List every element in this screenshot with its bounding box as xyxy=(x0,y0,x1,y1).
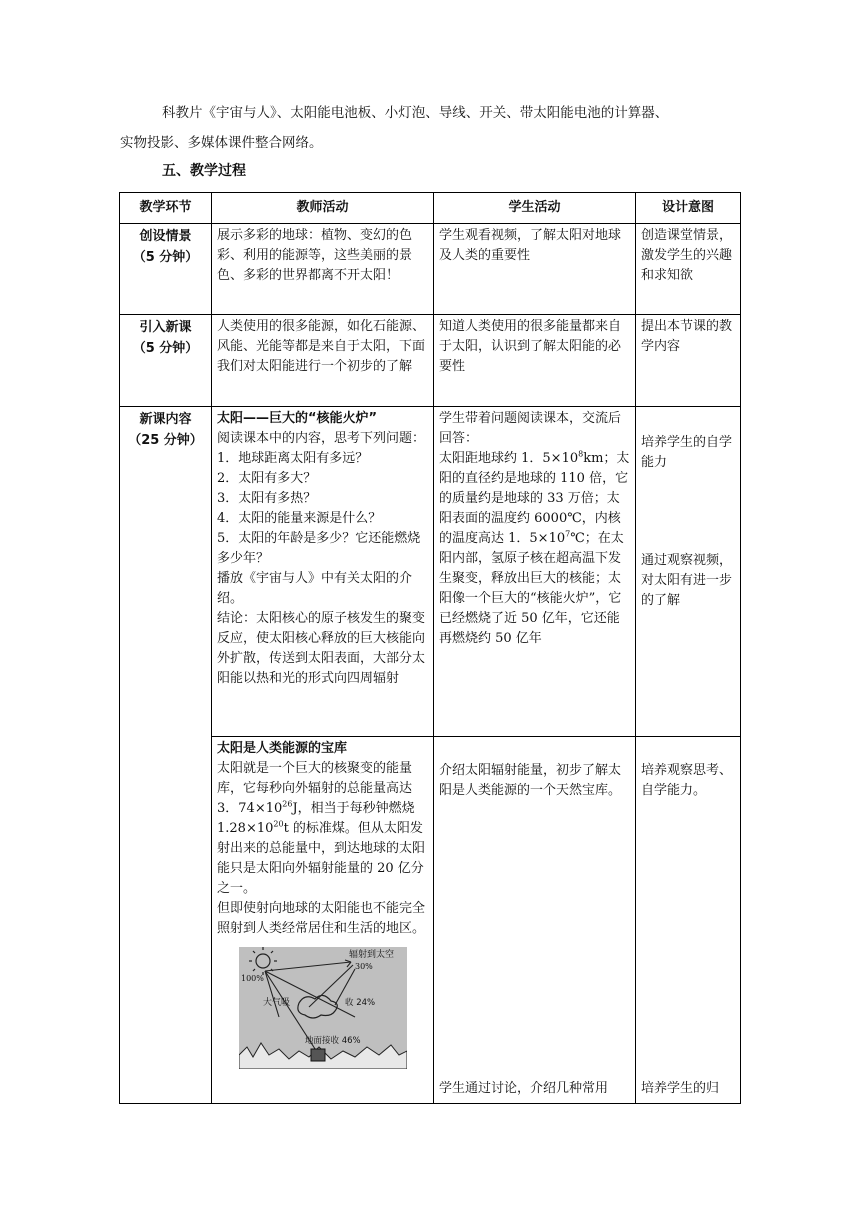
phase-cell xyxy=(120,407,212,1104)
phase-name: 创设情景 xyxy=(139,229,192,244)
section-heading: 五、教学过程 xyxy=(162,163,246,179)
table-row xyxy=(120,315,741,407)
intro-line-2: 实物投影、多媒体课件整合网络。 xyxy=(120,135,323,151)
label-24: 收 24% xyxy=(345,998,376,1008)
label-to-space: 辐射到太空 xyxy=(349,950,395,960)
intent-b: 通过观察视频，对太阳有进一步的了解 xyxy=(641,553,733,608)
header-student: 学生活动 xyxy=(434,193,636,224)
intro-paragraph xyxy=(120,100,740,126)
label-atmosphere: 大气吸 xyxy=(263,998,291,1008)
house-icon xyxy=(311,1049,325,1061)
teaching-process-table xyxy=(119,192,741,1104)
conclusion: 结论：太阳核心的原子核发生的聚变反应，使太阳核心释放的巨大核能向外扩散，传送到太阳表面，大部分太阳能以热和光的形式向四周辐射 xyxy=(217,611,426,686)
exponent: 26 xyxy=(282,799,293,809)
teacher-activity: 展示多彩的地球：植物、变幻的色彩、利用的能源等，这些美丽的景色、多彩的世界都离不开太阳！ xyxy=(212,224,434,315)
header-phase: 教学环节 xyxy=(120,193,212,224)
distribution-paragraph: 但即使射向地球的太阳能也不能完全照射到人类经常居住和生活的地区。 xyxy=(217,901,426,936)
energy-text: t 的标准煤。但从太阳发射出来的总能量中，到达地球的太阳能只是太阳向外辐射能量的 20 亿分之一。 xyxy=(217,821,426,896)
solar-radiation-diagram xyxy=(239,947,407,1069)
label-30: 30% xyxy=(355,962,373,971)
table-row xyxy=(120,407,741,737)
question-4: 4．太阳的能量来源是什么？ xyxy=(217,511,382,526)
student-lead: 学生带着问题阅读课本，交流后回答： xyxy=(439,411,622,446)
table-row xyxy=(120,737,741,1104)
topic-title: 太阳——巨大的“核能火炉” xyxy=(217,411,378,426)
answer-size: 太阳的直径约是地球的 110 倍，它的质量约是地球的 33 万倍；太阳表面的温度约 6000℃，内核的温度高达 1．5×10 xyxy=(439,451,630,546)
student-activity xyxy=(434,407,636,737)
teacher-activity: 人类使用的很多能源，如化石能源、风能、光能等都是来自于太阳，下面我们对太阳能进行一个初步的了解 xyxy=(212,315,434,407)
intent-a: 培养观察思考、自学能力。 xyxy=(641,763,733,798)
answer-distance: 太阳距地球约 1．5×10 xyxy=(439,451,579,466)
phase-name: 引入新课 xyxy=(139,320,192,335)
question-2: 2．太阳有多大？ xyxy=(217,471,317,486)
energy-text: J，相当于每秒钟燃烧 1.28×10 xyxy=(217,801,415,836)
label-ground: 地面接收 46% xyxy=(305,1036,361,1046)
teacher-line: 阅读课本中的内容，思考下列问题： xyxy=(217,431,426,446)
phase-time: （25 分钟） xyxy=(128,433,203,448)
design-intent xyxy=(636,737,741,1104)
intent-a: 培养学生的自学能力 xyxy=(641,435,733,470)
topic-title: 太阳是人类能源的宝库 xyxy=(217,741,348,756)
phase-cell xyxy=(120,224,212,315)
exponent: 20 xyxy=(273,819,284,829)
label-100: 100% xyxy=(241,974,264,983)
header-intent: 设计意图 xyxy=(636,193,741,224)
table-row xyxy=(120,224,741,315)
teacher-activity xyxy=(212,737,434,1104)
teacher-activity xyxy=(212,407,434,737)
design-intent: 提出本节课的教学内容 xyxy=(636,315,741,407)
student-activity xyxy=(434,737,636,1104)
question-1: 1．地球距离太阳有多远？ xyxy=(217,451,369,466)
teacher-line: 播放《宇宙与人》中有关太阳的介绍。 xyxy=(217,571,413,606)
question-5: 5．太阳的年龄是多少？它还能燃烧多少年？ xyxy=(217,531,421,566)
student-answer xyxy=(439,449,630,649)
energy-text: 太阳就是一个巨大的核聚变的能量库，它每秒向外辐射的总能量高达 3．74×10 xyxy=(217,761,413,816)
exponent: 8 xyxy=(578,449,584,459)
table-header-row xyxy=(120,193,741,224)
intro-paragraph-cont xyxy=(120,130,740,156)
student-text: 介绍太阳辐射能量，初步了解太阳是人类能源的一个天然宝库。 xyxy=(439,763,622,798)
design-intent xyxy=(636,407,741,737)
intro-line-1: 科教片《宇宙与人》、太阳能电池板、小灯泡、导线、开关、带太阳能电池的计算器、 xyxy=(162,105,669,121)
student-activity: 学生观看视频，了解太阳对地球及人类的重要性 xyxy=(434,224,636,315)
design-intent: 创造课堂情景，激发学生的兴趣和求知欲 xyxy=(636,224,741,315)
phase-time: （5 分钟） xyxy=(132,341,199,356)
intent-b: 培养学生的归 xyxy=(641,1081,720,1096)
exponent: 7 xyxy=(565,529,571,539)
header-teacher: 教师活动 xyxy=(212,193,434,224)
phase-cell xyxy=(120,315,212,407)
answer-unit: km； xyxy=(583,451,617,466)
student-activity: 知道人类使用的很多能量都来自于太阳，认识到了解太阳能的必要性 xyxy=(434,315,636,407)
phase-time: （5 分钟） xyxy=(132,250,199,265)
answer-rest: ℃；在太阳内部，氢原子核在超高温下发生聚变，释放出巨大的核能；太阳像一个巨大的“核能火炉”，它已经燃烧了近 50 亿年，它还能再燃烧约 50 亿年 xyxy=(439,531,624,646)
student-text: 学生通过讨论，介绍几种常用 xyxy=(439,1081,609,1096)
energy-paragraph xyxy=(217,759,428,899)
phase-name: 新课内容 xyxy=(139,412,192,427)
question-3: 3．太阳有多热？ xyxy=(217,491,317,506)
